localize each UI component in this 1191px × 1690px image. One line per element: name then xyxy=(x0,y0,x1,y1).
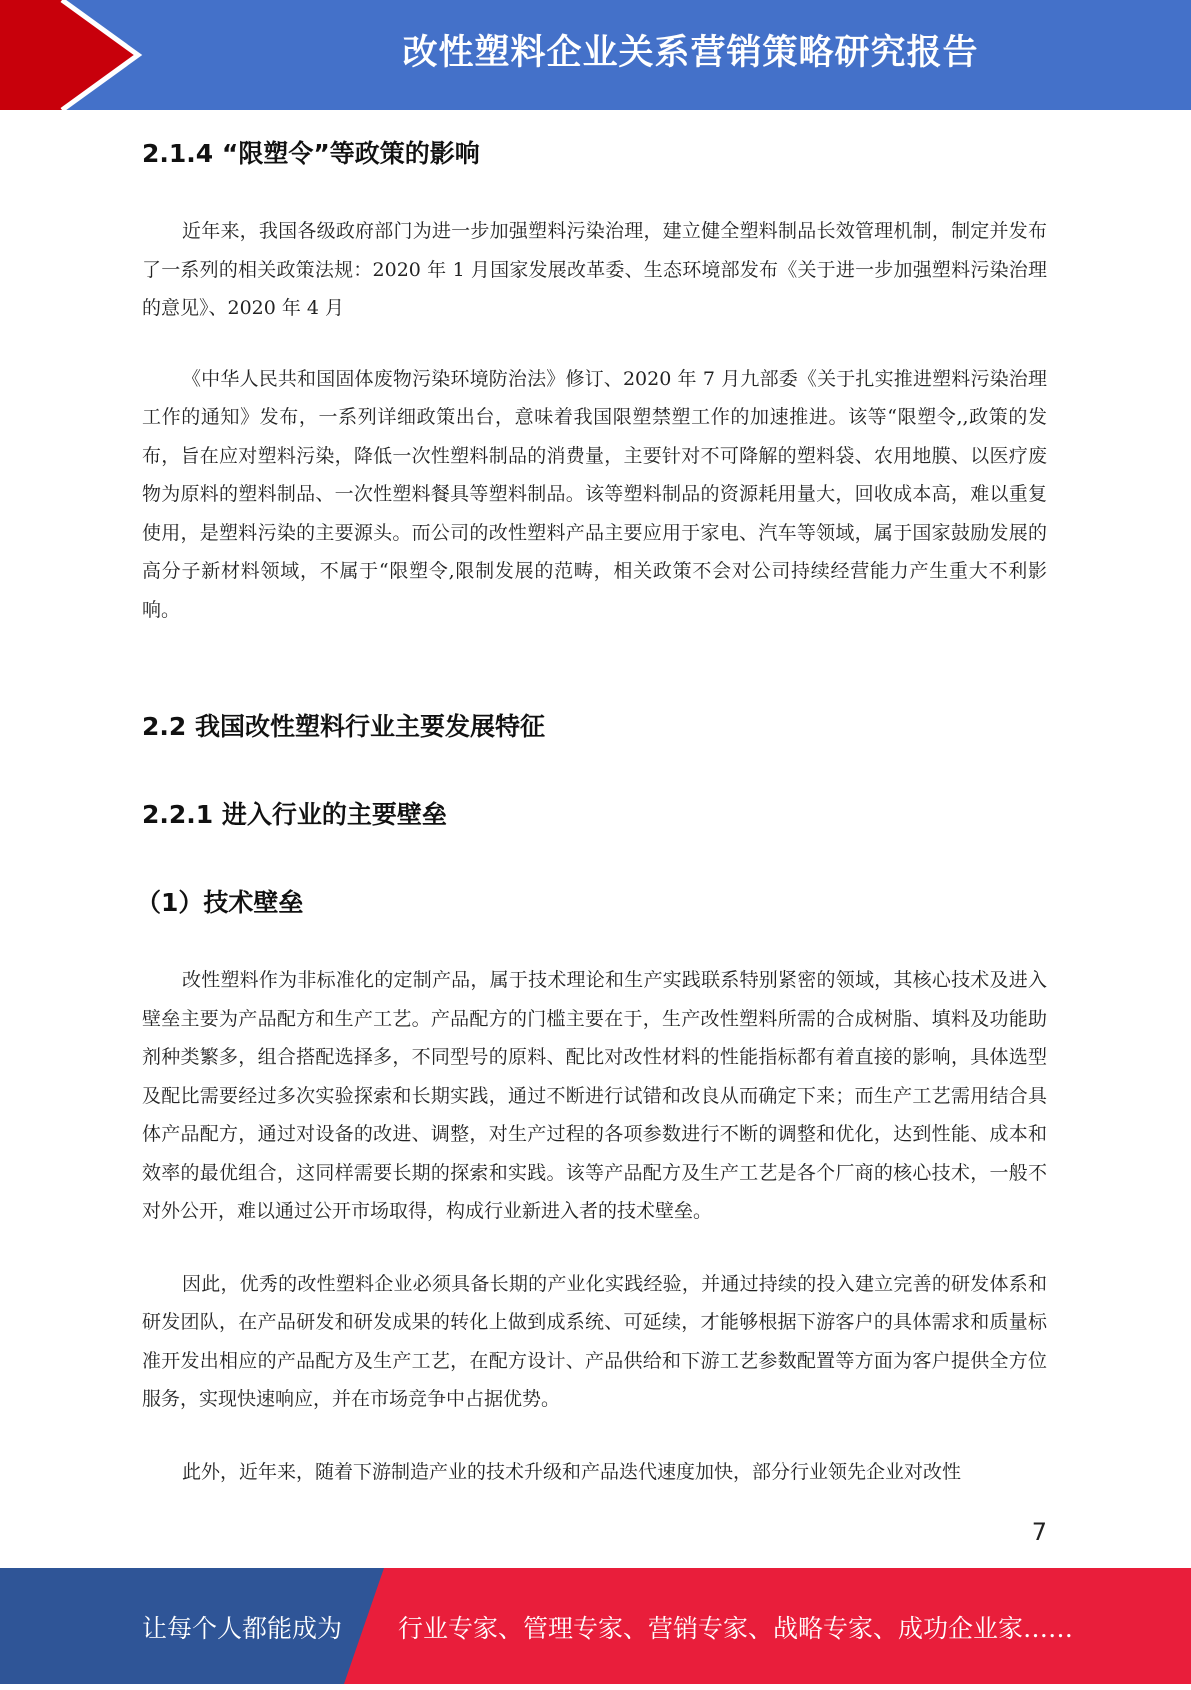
section-heading-2-2-1: 2.2.1 进入行业的主要壁垒 xyxy=(142,800,447,829)
section-heading-2-2: 2.2 我国改性塑料行业主要发展特征 xyxy=(142,712,545,741)
page-footer xyxy=(0,1568,1191,1684)
paragraph: 此外，近年来，随着下游制造产业的技术升级和产品迭代速度加快，部分行业领先企业对改性 xyxy=(182,1460,962,1483)
paragraph: 因此，优秀的改性塑料企业必须具备长期的产业化实践经验，并通过持续的投入建立完善的研发体系和研发团队，在产品研发和研发成果的转化上做到成系统、可延续，才能够根据下游客户的具体需求和质量标准开发出相应的产品配方及生产工艺，在配方设计、产品供给和下游工艺参数配置等方面为客户提供全方位服务，实现快速响应，并在市场竞争中占据优势。 xyxy=(142,1272,1047,1410)
document-body xyxy=(136,120,1047,1491)
paragraph: 《中华人民共和国固体废物污染环境防治法》修订、2020 年 7 月九部委《关于扎实推进塑料污染治理工作的通知》发布，一系列详细政策出台，意味着我国限塑禁塑工作的加速推进。该等“限塑令,,政策的发布，旨在应对塑料污染，降低一次性塑料制品的消费量，主要针对不可降解的塑料袋、农用地膜、以医疗废物为原料的塑料制品、一次性塑料餐具等塑料制品。该等塑料制品的资源耗用量大，回收成本高，难以重复使用，是塑料污染的主要源头。而公司的改性塑料产品主要应用于家电、汽车等领域，属于国家鼓励发展的高分子新材料领域，不属于“限塑令,限制发展的范畴，相关政策不会对公司持续经营能力产生重大不利影响。 xyxy=(142,367,1047,621)
paragraph: 改性塑料作为非标准化的定制产品，属于技术理论和生产实践联系特别紧密的领域，其核心技术及进入壁垒主要为产品配方和生产工艺。产品配方的门槛主要在于，生产改性塑料所需的合成树脂、填料及功能助剂种类繁多，组合搭配选择多，不同型号的原料、配比对改性材料的性能指标都有着直接的影响，具体选型及配比需要经过多次实验探索和长期实践，通过不断进行试错和改良从而确定下来；而生产工艺需用结合具体产品配方，通过对设备的改进、调整，对生产过程的各项参数进行不断的调整和优化，达到性能、成本和效率的最优组合，这同样需要长期的探索和实践。该等产品配方及生产工艺是各个厂商的核心技术，一般不对外公开，难以通过公开市场取得，构成行业新进入者的技术壁垒。 xyxy=(142,969,1047,1222)
page-header xyxy=(0,0,1191,110)
section-heading-2-1-4: 2.1.4 “限塑令”等政策的影响 xyxy=(142,139,480,168)
header-red-arrow xyxy=(0,0,138,110)
footer-slogan-left: 让每个人都能成为 xyxy=(142,1614,343,1643)
subsection-heading-technical-barrier: （1）技术壁垒 xyxy=(136,888,304,917)
footer-slogan-right: 行业专家、管理专家、营销专家、战略专家、成功企业家…… xyxy=(398,1614,1074,1643)
report-title: 改性塑料企业关系营销策略研究报告 xyxy=(402,33,979,73)
paragraph: 近年来，我国各级政府部门为进一步加强塑料污染治理，建立健全塑料制品长效管理机制，制定并发布了一系列的相关政策法规：2020 年 1 月国家发展改革委、生态环境部发布《关于进一步加强塑料污染治理的意见》、2020 年 4 月 xyxy=(142,220,1047,319)
page-number: 7 xyxy=(1031,1518,1047,1546)
